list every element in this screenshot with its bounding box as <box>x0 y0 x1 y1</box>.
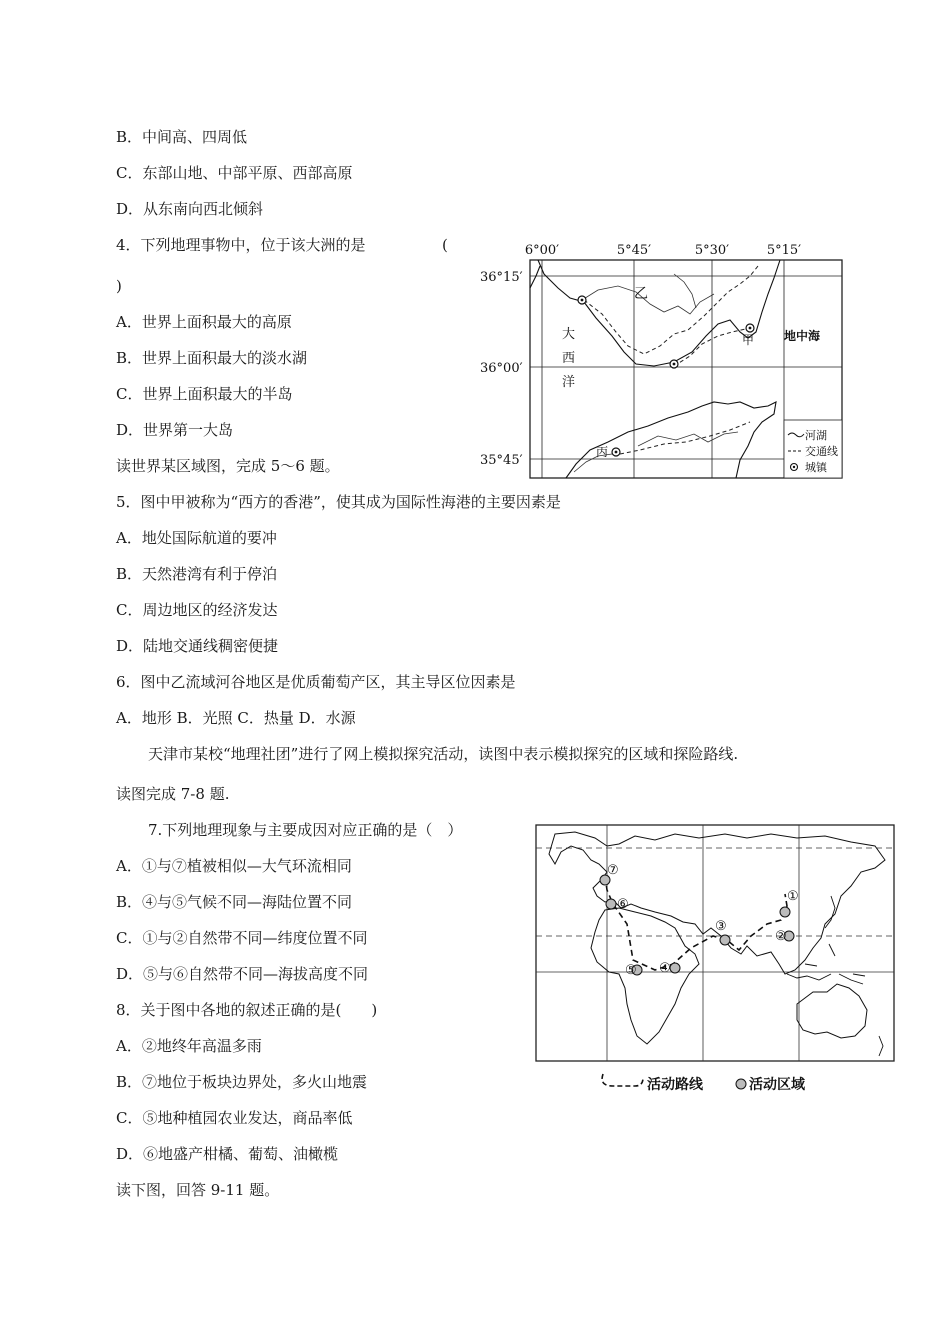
iberia-coast-west <box>530 266 540 288</box>
q7-option-d: D．⑤与⑥自然带不同—海拔高度不同 <box>116 965 369 983</box>
map-legend <box>602 1074 806 1093</box>
q5-stem: 5．图中甲被称为“西方的香港”，使其成为国际性海港的主要因素是 <box>116 493 561 511</box>
lon-label: 5°45′ <box>616 243 652 258</box>
activity-site-marker <box>670 963 680 973</box>
q3-option-d: D．从东南向西北倾斜 <box>116 200 264 218</box>
river <box>674 274 696 308</box>
place-label-jia: 甲 <box>742 333 755 347</box>
ocean-label-char: 大 <box>562 327 576 342</box>
q5-option-b: B．天然港湾有利于停泊 <box>116 565 278 583</box>
site-label: ① <box>787 889 799 904</box>
legend-town-label: 城镇 <box>805 461 827 474</box>
site-label: ⑦ <box>607 863 619 878</box>
activity-site-marker <box>606 899 616 909</box>
q7-option-c: C．①与②自然带不同—纬度位置不同 <box>116 929 368 947</box>
q3-option-b: B．中间高、四周低 <box>116 128 248 146</box>
intro-7-8-line1: 天津市某校“地理社团”进行了网上模拟探究活动，读图中表示模拟探究的区域和探险路线. <box>148 745 739 763</box>
lon-label: 6°00′ <box>524 243 560 258</box>
activity-site-marker <box>720 935 730 945</box>
intro-7-8-line2: 读图完成 7-8 题. <box>116 785 230 803</box>
transport-line <box>620 422 750 454</box>
lon-label: 5°30′ <box>694 243 730 258</box>
site-label: ② <box>775 929 787 944</box>
expedition-route-map <box>535 824 897 1096</box>
q5-option-d: D．陆地交通线稠密便捷 <box>116 637 279 655</box>
q4-option-b: B．世界上面积最大的淡水湖 <box>116 349 308 367</box>
legend-river-label: 河湖 <box>805 429 827 442</box>
ocean-label-char: 洋 <box>562 375 576 390</box>
site-label: ⑤ <box>625 963 637 978</box>
q4-paren-close: ) <box>116 277 122 295</box>
intro-5-6: 读世界某区域图，完成 5～6 题。 <box>116 457 340 475</box>
q8-option-b: B．⑦地位于板块边界处，多火山地震 <box>116 1073 368 1091</box>
site-label: ④ <box>659 961 671 976</box>
town-marker <box>670 360 678 368</box>
q5-option-c: C．周边地区的经济发达 <box>116 601 278 619</box>
lat-label: 36°00′ <box>480 361 523 376</box>
q8-option-a: A．②地终年高温多雨 <box>116 1037 262 1055</box>
river <box>638 432 738 446</box>
map-legend <box>784 420 842 478</box>
ocean-label-char: 西 <box>562 351 576 366</box>
q4-option-d: D．世界第一大岛 <box>116 421 234 439</box>
sea-label-mediterranean: 地中海 <box>784 329 821 343</box>
q6-stem: 6．图中乙流域河谷地区是优质葡萄产区，其主导区位因素是 <box>116 673 516 691</box>
lat-label: 36°15′ <box>480 270 523 285</box>
q8-stem: 8．关于图中各地的叙述正确的是( ) <box>116 1001 378 1019</box>
q4-paren-open: ( <box>442 236 448 254</box>
q8-option-d: D．⑥地盛产柑橘、葡萄、油橄榄 <box>116 1145 339 1163</box>
town-marker <box>612 448 620 456</box>
q3-option-c: C．东部山地、中部平原、西部高原 <box>116 164 353 182</box>
q4-option-c: C．世界上面积最大的半岛 <box>116 385 293 403</box>
q7-option-a: A．①与⑦植被相似—大气环流相同 <box>116 857 352 875</box>
site-label: ⑥ <box>617 897 629 912</box>
town-marker <box>746 324 754 332</box>
q4-stem: 4．下列地理事物中，位于该大洲的是 <box>116 236 366 254</box>
river <box>582 286 714 314</box>
africa-coastline <box>566 402 776 478</box>
activity-site-marker <box>780 907 790 917</box>
lat-label: 35°45′ <box>480 453 523 468</box>
q7-stem: 7.下列地理现象与主要成因对应正确的是（ ） <box>148 821 463 839</box>
place-label-bing: 丙 <box>596 445 609 459</box>
site-label: ③ <box>715 919 727 934</box>
place-label-yi: 乙 <box>634 286 648 302</box>
town-marker <box>578 296 586 304</box>
legend-area-label: 活动区域 <box>749 1077 805 1093</box>
q6-options: A．地形 B．光照 C．热量 D．水源 <box>116 709 356 727</box>
q7-option-b: B．④与⑤气候不同—海陆位置不同 <box>116 893 353 911</box>
gibraltar-region-map <box>478 236 850 484</box>
legend-transport-label: 交通线 <box>805 445 838 458</box>
q5-option-a: A．地处国际航道的要冲 <box>116 529 277 547</box>
legend-route-label: 活动路线 <box>647 1077 703 1093</box>
intro-9-11: 读下图，回答 9-11 题。 <box>116 1181 280 1199</box>
lon-label: 5°15′ <box>766 243 802 258</box>
q8-option-c: C．⑤地种植园农业发达，商品率低 <box>116 1109 353 1127</box>
transport-line <box>584 266 758 354</box>
q4-option-a: A．世界上面积最大的高原 <box>116 313 292 331</box>
